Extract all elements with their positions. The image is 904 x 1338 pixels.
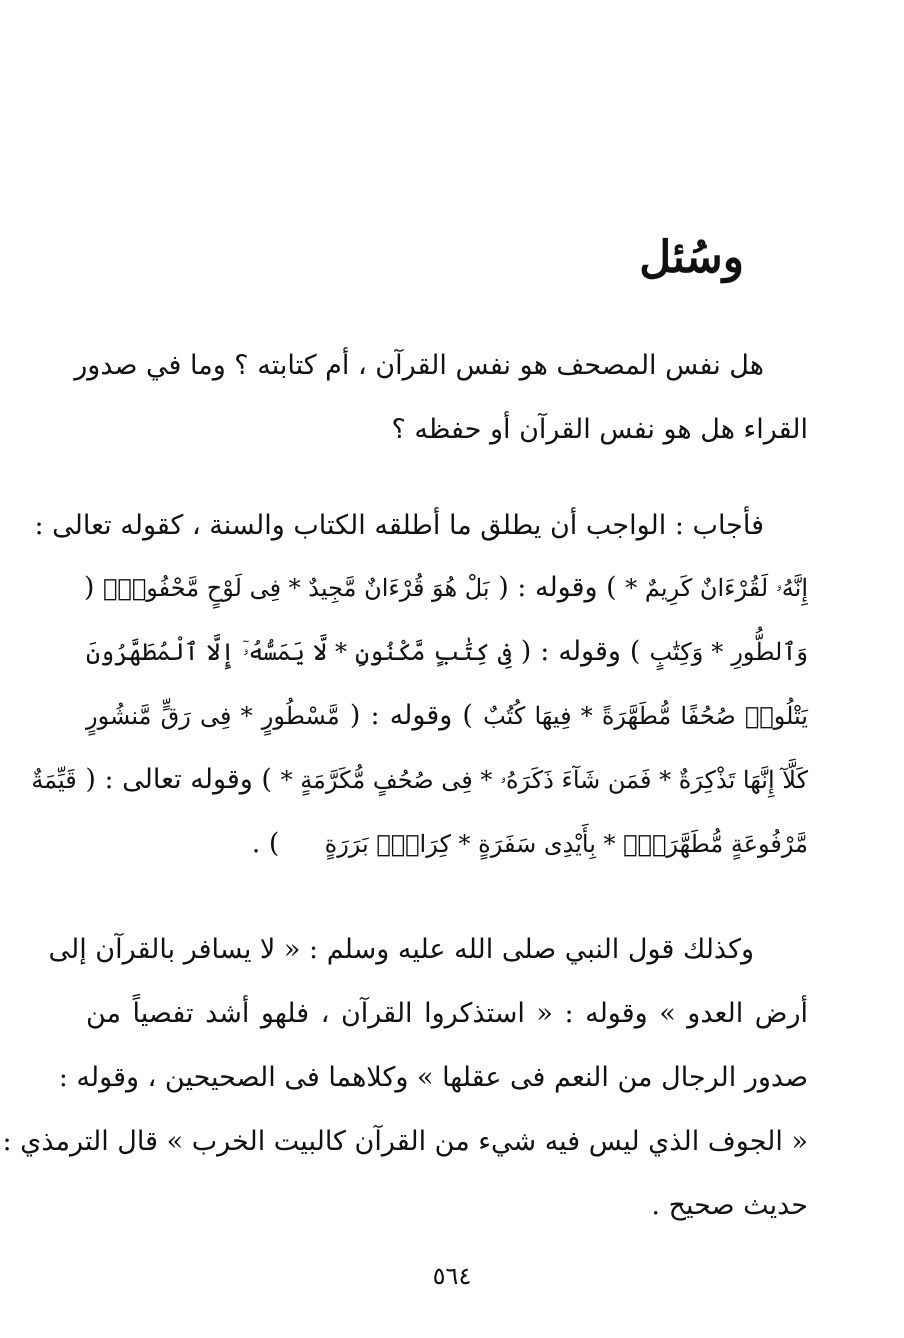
quran-verse: مَّسْطُورٍ * فِى رَقٍّ مَّنشُورٍ — [86, 702, 340, 730]
hadith-line-3: صدور الرجال من النعم فى عقلها » وكلاهما فى الصحيحين ، وقوله : — [58, 1062, 808, 1093]
quran-verse: مَّرْفُوعَةٍ مُّطَهَّرَةٍۭ * بِأَيْدِى سَفَرَةٍ * كِرَامٍۭ بَرَرَةٍ — [324, 830, 808, 858]
answer-line-6: مَّرْفُوعَةٍ مُّطَهَّرَةٍۭ * بِأَيْدِى سَفَرَةٍ * كِرَامٍۭ بَرَرَةٍ ) . — [251, 828, 808, 859]
quran-verse: كَلَّآ إِنَّهَا تَذْكِرَةٌ * فَمَن شَآءَ ذَكَرَهُۥ * فِى صُحُفٍ مُّكَرَّمَةٍ * — [280, 766, 808, 794]
quran-verse: إِنَّهُۥ لَقُرْءَانٌ كَرِيمٌ * — [625, 574, 808, 602]
answer-line-5: كَلَّآ إِنَّهَا تَذْكِرَةٌ * فَمَن شَآءَ ذَكَرَهُۥ * فِى صُحُفٍ مُّكَرَّمَةٍ * ) وقوله تعالى : ( قَيِّمَةٌ — [31, 764, 808, 795]
answer-line-1: فأجاب : الواجب أن يطلق ما أطلقه الكتاب والسنة ، كقوله تعالى : — [34, 510, 764, 541]
page-number: ٥٦٤ — [432, 1262, 472, 1290]
answer-line-2: إِنَّهُۥ لَقُرْءَانٌ كَرِيمٌ * ) وقوله : ( بَلْ هُوَ قُرْءَانٌ مَّجِيدٌ * فِى لَوْحٍ مَّحْفُوظٍۭ ( — [83, 572, 808, 603]
quran-verse: فِى كِتَٰبٍ مَّكْنُونٍ * لَّا يَمَسُّهُۥٓ إِلَّا ٱلْمُطَهَّرُونَ — [86, 638, 512, 666]
section-heading: وسُئل — [639, 232, 744, 283]
hadith-line-5: حديث صحيح . — [651, 1190, 808, 1221]
question-line-1: هل نفس المصحف هو نفس القرآن ، أم كتابته ؟ وما في صدور — [74, 350, 764, 381]
quran-verse: يَتْلُوا۟ صُحُفًا مُّطَهَّرَةً * فِيهَا كُتُبٌ — [483, 702, 808, 730]
quran-verse: وَٱلطُّورِ * وَكِتَٰبٍ — [649, 638, 808, 666]
hadith-line-2: أرض العدو » وقوله : « استذكروا القرآن ، فلهو أشد تفصياً من — [86, 998, 808, 1029]
answer-line-3: وَٱلطُّورِ * وَكِتَٰبٍ ) وقوله : ( فِى كِتَٰبٍ مَّكْنُونٍ * لَّا يَمَسُّهُۥٓ إِلَّا ٱلْمُطَهَّرُونَ — [86, 636, 808, 667]
quran-verse: بَلْ هُوَ قُرْءَانٌ مَّجِيدٌ * فِى لَوْحٍ مَّحْفُوظٍۭ — [103, 574, 490, 602]
question-line-2: القراء هل هو نفس القرآن أو حفظه ؟ — [391, 414, 808, 445]
hadith-line-1: وكذلك قول النبي صلى الله عليه وسلم : « لا يسافر بالقرآن إلى — [48, 934, 754, 965]
hadith-line-4: « الجوف الذي ليس فيه شيء من القرآن كالبيت الخرب » قال الترمذي : — [2, 1126, 808, 1157]
answer-line-4: يَتْلُوا۟ صُحُفًا مُّطَهَّرَةً * فِيهَا كُتُبٌ ) وقوله : ( مَّسْطُورٍ * فِى رَقٍّ مَّنشُورٍ — [86, 700, 808, 731]
quran-verse: قَيِّمَةٌ — [31, 766, 77, 794]
